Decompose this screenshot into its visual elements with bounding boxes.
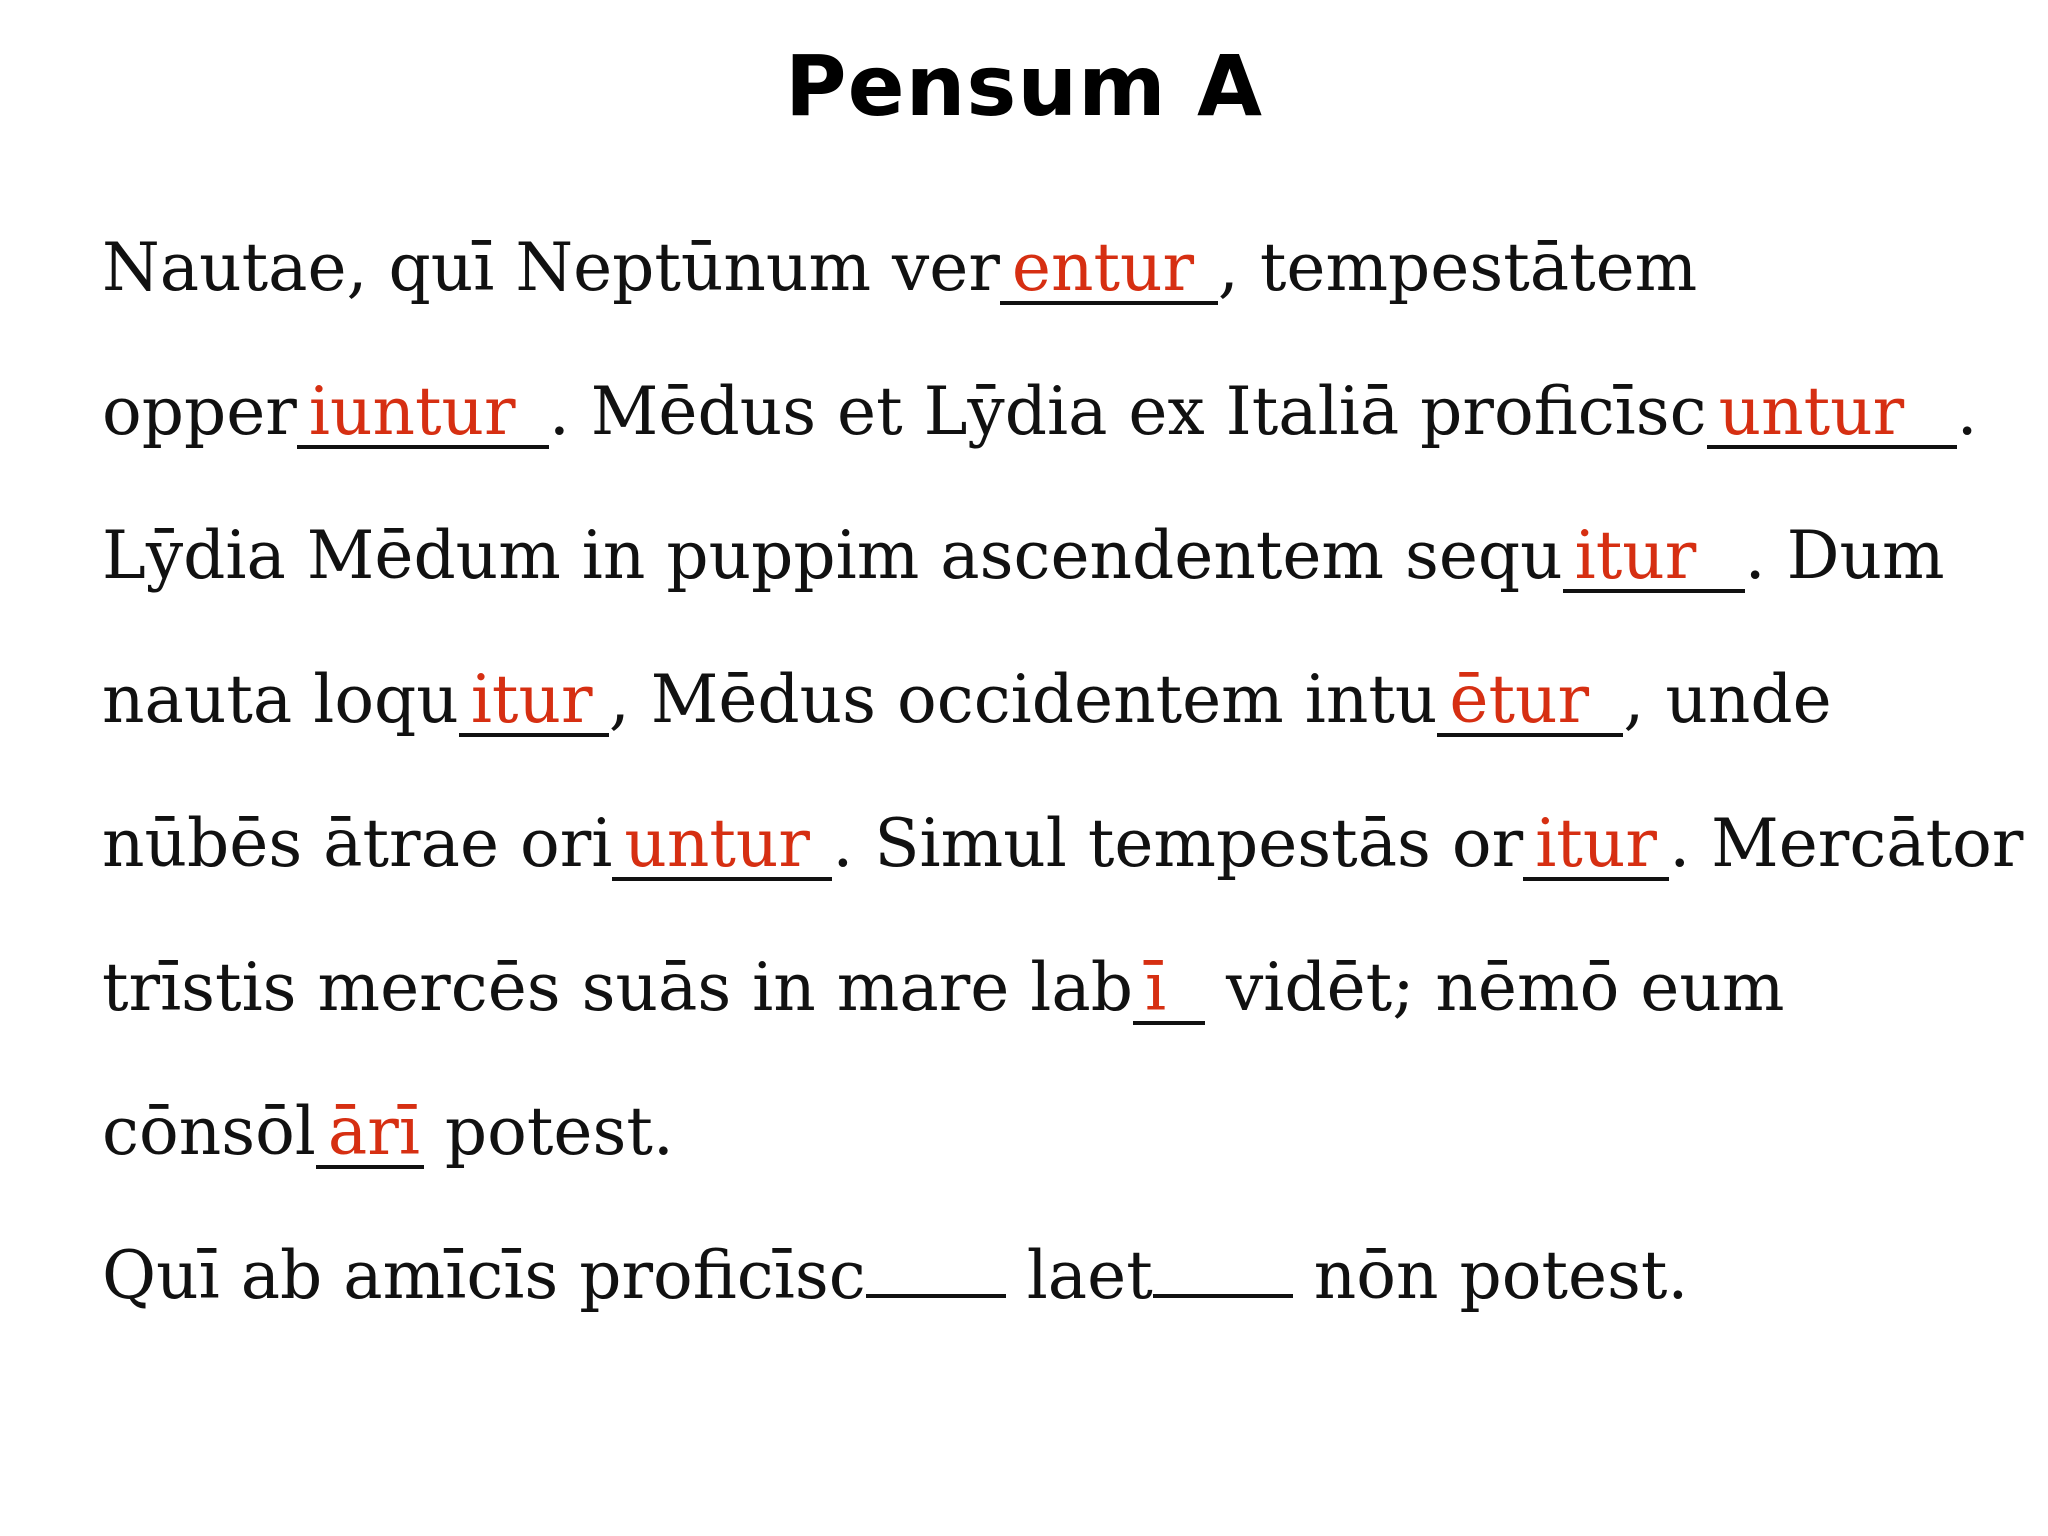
answer-blank (1707, 373, 1957, 450)
text-segment: laet (1005, 1237, 1153, 1314)
text-line-2 (102, 372, 1978, 452)
text-segment: opper (102, 373, 297, 450)
answer-text: itur (1574, 517, 1697, 594)
text-line-1 (102, 228, 1697, 308)
empty-blank (1153, 1284, 1293, 1298)
text-segment: nūbēs ātrae ori (102, 805, 613, 882)
answer-text: iuntur (308, 373, 516, 450)
text-segment: vidēt; nēmō eum (1205, 949, 1785, 1026)
answer-blank (1523, 805, 1669, 882)
text-segment: trīstis mercēs suās in mare lab (102, 949, 1133, 1026)
answer-text: itur (470, 661, 593, 738)
answer-blank (612, 805, 832, 882)
text-segment: . Mercātor (1669, 805, 2024, 882)
answer-text: itur (1535, 805, 1657, 882)
text-line-3 (102, 516, 1945, 596)
text-segment: Nautae, quī Neptūnum ver (102, 229, 1000, 306)
answer-blank (1000, 229, 1218, 306)
answer-text: ētur (1449, 661, 1590, 738)
text-line-6 (102, 948, 1784, 1028)
text-segment: . (1956, 373, 1978, 450)
answer-text: untur (1718, 373, 1905, 450)
answer-text: entur (1011, 229, 1195, 306)
text-line-5 (102, 804, 2023, 884)
text-line-7 (102, 1092, 674, 1172)
answer-blank (459, 661, 609, 738)
text-segment: . Dum (1744, 517, 1945, 594)
slide-title: Pensum A (785, 37, 1263, 135)
text-segment: , Mēdus occidentem intu (608, 661, 1438, 738)
answer-blank (1437, 661, 1623, 738)
answer-text: ārī (327, 1093, 420, 1170)
text-segment: potest. (423, 1093, 674, 1170)
answer-text: ī (1145, 949, 1167, 1026)
answer-text: untur (624, 805, 810, 882)
text-line-4 (102, 660, 1832, 740)
text-segment: . Mēdus et Lȳdia ex Italiā proficīsc (548, 373, 1707, 450)
text-segment: , tempestātem (1217, 229, 1698, 306)
text-segment: . Simul tempestās or (832, 805, 1524, 882)
answer-blank (1133, 949, 1205, 1026)
empty-blank (866, 1284, 1006, 1298)
text-segment: , unde (1623, 661, 1832, 738)
text-segment: Lȳdia Mēdum in puppim ascendentem sequ (102, 517, 1563, 594)
answer-blank (316, 1093, 424, 1170)
text-line-8 (102, 1236, 1688, 1316)
answer-blank (1563, 517, 1745, 594)
text-segment: cōnsōl (102, 1093, 316, 1170)
answer-blank (297, 373, 549, 450)
text-segment: Quī ab amīcīs proficīsc (102, 1237, 866, 1314)
text-segment: nōn potest. (1292, 1237, 1689, 1314)
text-segment: nauta loqu (102, 661, 459, 738)
